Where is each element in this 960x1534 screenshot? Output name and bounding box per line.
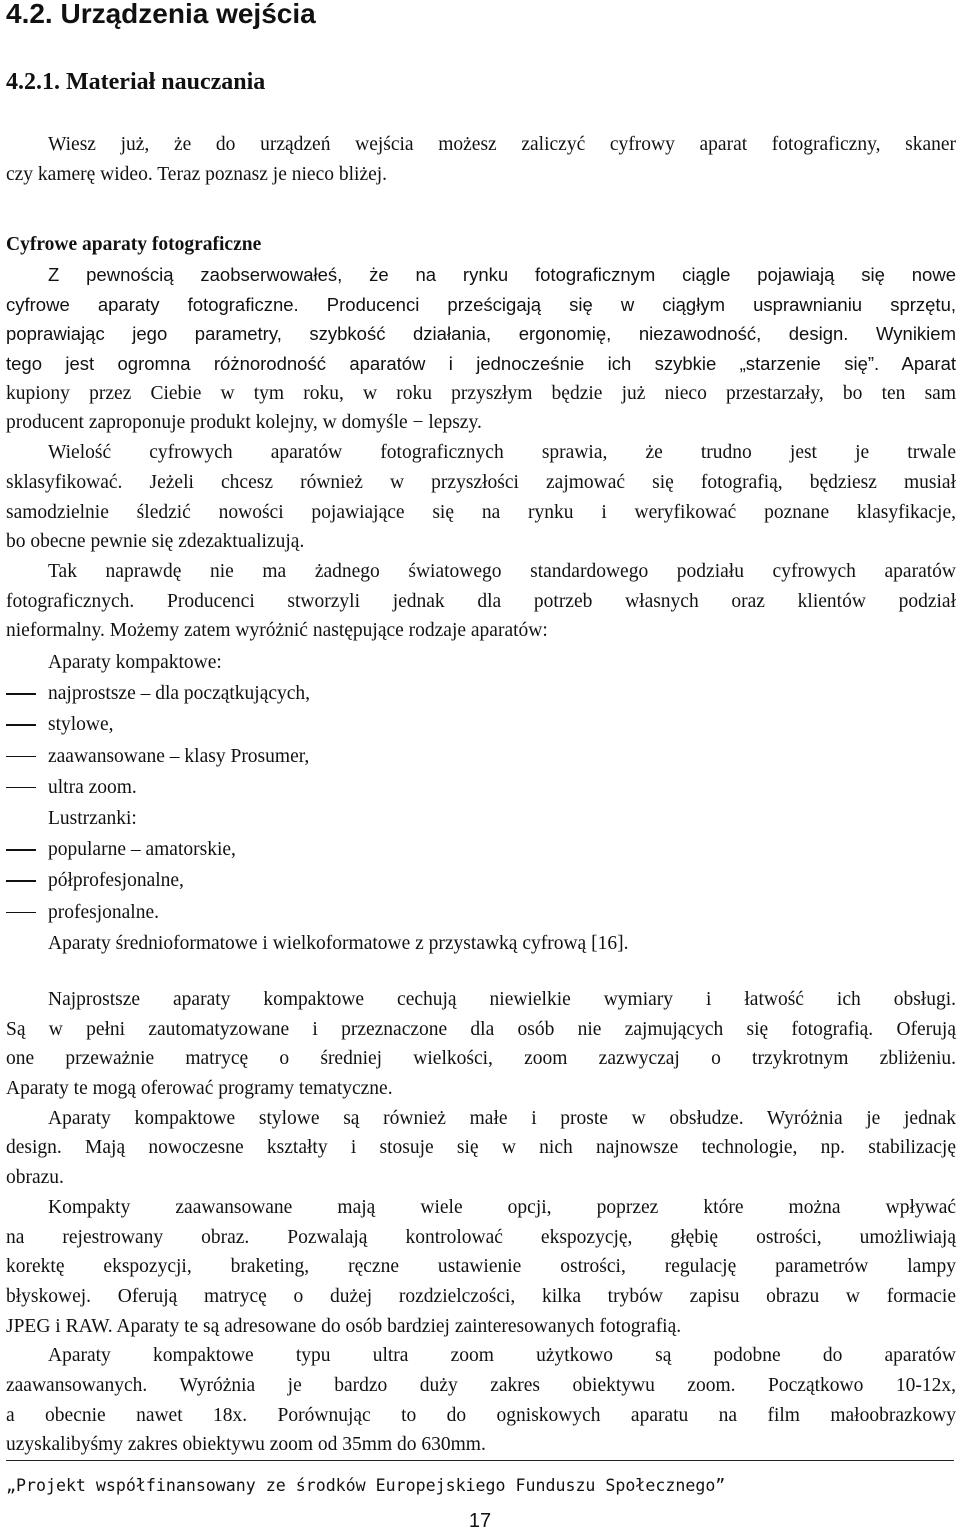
list-item: zaawansowane – klasy Prosumer,: [6, 741, 956, 772]
text-line: Wielość cyfrowych aparatów fotograficznych sprawia, że trudno jest je trwale: [48, 442, 956, 464]
text-line: Najprostsze aparaty kompaktowe cechują niewielkie wymiary i łatwość ich obsługi.: [48, 989, 956, 1010]
text-line: one przeważnie matrycę o średniej wielkości, zoom zazwyczaj o trzykrotnym zbliżeniu.: [6, 1048, 956, 1070]
text-line: Aparaty kompaktowe stylowe są również małe i proste w obsłudze. Wyróżnia je jednak: [48, 1107, 956, 1129]
list-medium-format: Aparaty średnioformatowe i wielkoformatowe z przystawką cyfrową [16].: [48, 932, 629, 954]
text-line: tego jest ogromna różnorodność aparatów i jednocześnie ich szybkie „starzenie się”. Aparat: [6, 353, 956, 375]
chapter-heading: 4.2. Urządzenia wejścia: [6, 0, 316, 29]
text-line: a obecnie nawet 18x. Porównując to do ogniskowych aparatu na film małoobrazkowy: [6, 1404, 956, 1426]
text-line: korektę ekspozycji, braketing, ręczne ustawienie ostrości, regulację parametrów lampy: [6, 1256, 956, 1278]
body-block-b: [6, 985, 956, 1460]
text-line: błyskowej. Oferują matrycę o dużej rozdzielczości, kilka trybów zapisu obrazu w formacie: [6, 1285, 956, 1307]
list-item: profesjonalne.: [6, 897, 956, 928]
dash-bullet-icon: [6, 787, 36, 788]
camera-types-list: [6, 647, 956, 959]
text-line: samodzielnie śledzić nowości pojawiające się na rynku i weryfikować poznane klasyfikacje,: [6, 501, 956, 523]
text-line: Kompakty zaawansowane mają wiele opcji, poprzez które można wpływać: [48, 1196, 956, 1218]
text-line: producent zaproponuje produkt kolejny, w domyśle − lepszy.: [6, 412, 482, 434]
text-line: Wiesz już, że do urządzeń wejścia możesz zaliczyć cyfrowy aparat fotograficzny, skaner: [48, 134, 956, 155]
list-item: najprostsze – dla początkujących,: [6, 678, 956, 709]
body-block-a: [6, 260, 956, 646]
list-item: półprofesjonalne,: [6, 865, 956, 896]
section-heading: 4.2.1. Materiał nauczania: [6, 69, 266, 95]
list-item: stylowe,: [6, 709, 956, 740]
text-line: Są w pełni zautomatyzowane i przeznaczone dla osób nie zajmujących się fotografią. Oferują: [6, 1018, 956, 1040]
text-line: kupiony przez Ciebie w tym roku, w roku przyszłym będzie już nieco przestarzały, bo ten sam: [6, 382, 956, 404]
subsection-title: Cyfrowe aparaty fotograficzne: [6, 234, 262, 255]
list-item: popularne – amatorskie,: [6, 834, 956, 865]
list-heading-slr: Lustrzanki:: [48, 807, 137, 829]
footer-divider: [6, 1460, 954, 1461]
text-line: Tak naprawdę nie ma żadnego światowego standardowego podziału cyfrowych aparatów: [48, 560, 956, 582]
text-line: obrazu.: [6, 1167, 64, 1189]
dash-bullet-icon: [6, 912, 36, 913]
text-line: nieformalny. Możemy zatem wyróżnić następujące rodzaje aparatów:: [6, 620, 548, 642]
text-line: cyfrowe aparaty fotograficzne. Producenci prześcigają się w ciągłym usprawnianiu sprzętu,: [6, 293, 956, 315]
text-line: design. Mają nowoczesne kształty i stosuje się w nich najnowsze technologie, np. stabilizację: [6, 1137, 956, 1159]
text-line: czy kamerę wideo. Teraz poznasz je nieco bliżej.: [6, 163, 388, 185]
text-line: Aparaty te mogą oferować programy tematyczne.: [6, 1078, 393, 1100]
dash-bullet-icon: [6, 880, 36, 881]
text-line: na rejestrowany obraz. Pozwalają kontrolować ekspozycję, głębię ostrości, umożliwiają: [6, 1226, 956, 1248]
text-line: bo obecne pewnie się zdezaktualizują.: [6, 531, 305, 553]
dash-bullet-icon: [6, 756, 36, 757]
footer-funding-note: „Projekt współfinansowany ze środków Europejskiego Funduszu Społecznego”: [6, 1476, 726, 1495]
dash-bullet-icon: [6, 724, 36, 725]
list-item: ultra zoom.: [6, 772, 956, 803]
page-number: 17: [468, 1510, 492, 1532]
text-line: fotograficznych. Producenci stworzyli jednak dla potrzeb własnych oraz klientów podział: [6, 590, 956, 612]
intro-paragraph: [6, 130, 956, 189]
subsection-title-block: [6, 230, 956, 260]
dash-bullet-icon: [6, 849, 36, 850]
dash-bullet-icon: [6, 693, 36, 694]
text-line: uzyskalibyśmy zakres obiektywu zoom od 35mm do 630mm.: [6, 1434, 486, 1456]
text-line: Z pewnością zaobserwowałeś, że na rynku fotograficznym ciągle pojawiają się nowe: [48, 264, 956, 285]
text-line: sklasyfikować. Jeżeli chcesz również w przyszłości zajmować się fotografią, będziesz musiał: [6, 471, 956, 493]
text-line: poprawiając jego parametry, szybkość działania, ergonomię, niezawodność, design. Wynikiem: [6, 323, 956, 345]
text-line: JPEG i RAW. Aparaty te są adresowane do osób bardziej zainteresowanych fotografią.: [6, 1315, 682, 1337]
text-line: Aparaty kompaktowe typu ultra zoom użytkowo są podobne do aparatów: [48, 1345, 956, 1367]
text-line: zaawansowanych. Wyróżnia je bardzo duży zakres obiektywu zoom. Początkowo 10-12x,: [6, 1374, 956, 1396]
list-heading-compact: Aparaty kompaktowe:: [48, 652, 222, 673]
